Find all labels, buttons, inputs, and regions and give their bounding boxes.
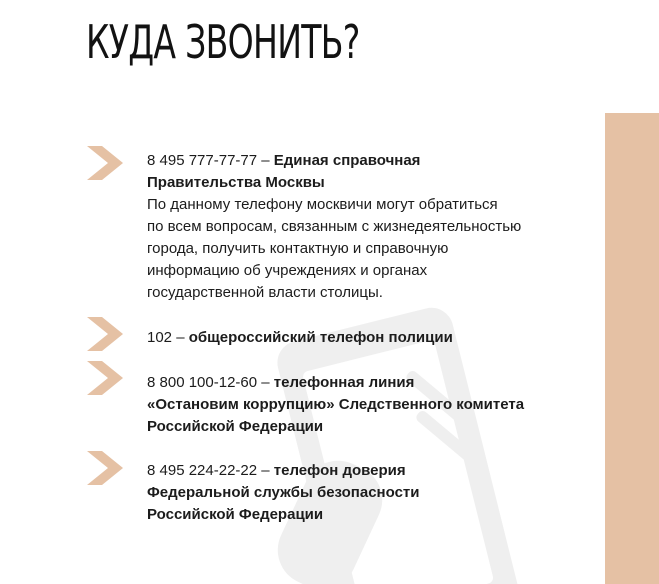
contact-name: Единая справочная <box>273 152 421 169</box>
contact-name: Российской Федерации <box>147 506 324 523</box>
contact-entry-moscow-helpline <box>147 150 521 304</box>
chevron-right-icon <box>87 317 125 351</box>
contact-description-line: государственной власти столицы. <box>147 284 383 301</box>
phone-number: 102 – <box>147 329 189 346</box>
contact-name: общероссийский телефон полиции <box>188 329 453 346</box>
contact-name: телефонная линия <box>273 374 415 391</box>
contact-description-line: по всем вопросам, связанным с жизнедеятельностью <box>147 218 522 235</box>
phone-number: 8 495 777-77-77 – <box>147 152 274 169</box>
accent-side-bar <box>605 113 659 584</box>
contact-description-line: информацию об учреждениях и органах <box>147 262 428 279</box>
contact-name: «Остановим коррупцию» Следственного комитета <box>147 396 525 413</box>
contact-name: телефон доверия <box>273 462 406 479</box>
contact-name: Правительства Москвы <box>147 174 325 191</box>
page-title: КУДА ЗВОНИТЬ? <box>86 15 360 69</box>
contact-description-line: По данному телефону москвичи могут обратиться <box>147 196 498 213</box>
contact-description-line: города, получить контактную и справочную <box>147 240 449 257</box>
contact-entry-fsb <box>147 460 419 526</box>
phone-number: 8 495 224-22-22 – <box>147 462 274 479</box>
contact-name: Федеральной службы безопасности <box>147 484 420 501</box>
chevron-right-icon <box>87 451 125 485</box>
contact-name: Российской Федерации <box>147 418 324 435</box>
chevron-right-icon <box>87 146 125 180</box>
contact-entry-anticorruption <box>147 372 524 438</box>
contact-entry-police <box>147 327 453 349</box>
chevron-right-icon <box>87 361 125 395</box>
phone-number: 8 800 100-12-60 – <box>147 374 274 391</box>
